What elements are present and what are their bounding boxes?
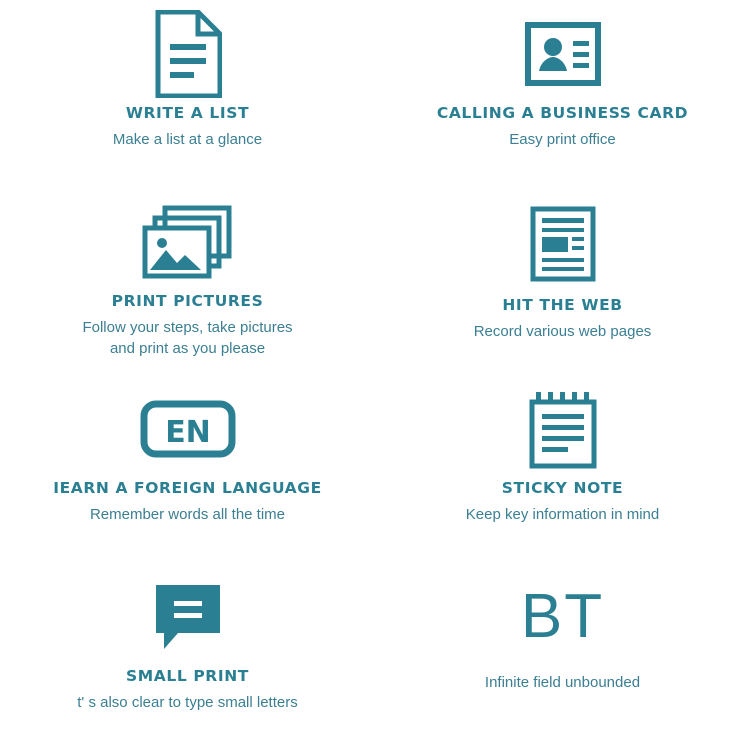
feature-card-learn-a-foreign-language xyxy=(0,375,375,563)
business-card-icon xyxy=(525,6,601,102)
feature-desc xyxy=(485,672,640,693)
photo-stack-icon xyxy=(141,194,235,290)
feature-card-sticky-note xyxy=(375,375,750,563)
feature-card-bt xyxy=(375,563,750,750)
feature-desc-line1: Remember words all the time xyxy=(89,506,286,523)
svg-text:EN: EN xyxy=(164,415,211,450)
feature-desc-line1: Record various web pages xyxy=(473,322,652,340)
feature-title: HIT THE WEB xyxy=(502,295,623,314)
feature-card-print-pictures xyxy=(0,188,375,376)
feature-desc-line1: Easy print office xyxy=(509,131,616,148)
feature-title: PRINT PICTURES xyxy=(111,291,264,310)
feature-desc xyxy=(82,317,292,359)
feature-title: CALLING A BUSINESS CARD xyxy=(436,104,689,122)
feature-desc-line1: Make a list at a glance xyxy=(112,131,263,148)
en-language-icon xyxy=(140,381,236,477)
feature-desc xyxy=(77,692,297,713)
web-page-icon xyxy=(530,194,596,294)
feature-desc xyxy=(113,129,262,150)
feature-desc-line1: t' s also clear to type small letters xyxy=(77,693,298,711)
feature-desc-line1: Infinite field unbounded xyxy=(484,673,641,691)
feature-desc xyxy=(474,321,652,342)
feature-title: SMALL PRINT xyxy=(126,666,249,685)
feature-title: IEARN A FOREIGN LANGUAGE xyxy=(53,479,322,497)
feature-card-calling-a-business-card xyxy=(375,0,750,188)
feature-card-write-a-list xyxy=(0,0,375,188)
speech-bubble-icon xyxy=(152,569,224,665)
document-list-icon xyxy=(154,6,222,102)
feature-desc-line2: and print as you please xyxy=(109,339,266,357)
bt-label: BT xyxy=(520,581,605,651)
sticky-note-icon xyxy=(528,381,598,477)
feature-desc-line1: Follow your steps, take pictures xyxy=(82,318,293,336)
feature-card-hit-the-web xyxy=(375,188,750,376)
bt-text-icon xyxy=(521,569,604,665)
feature-title: STICKY NOTE xyxy=(501,479,624,497)
feature-desc xyxy=(509,129,615,150)
feature-desc-line1: Keep key information in mind xyxy=(465,506,660,523)
feature-desc xyxy=(90,504,285,525)
feature-card-small-print xyxy=(0,563,375,750)
feature-title: WRITE A LIST xyxy=(125,104,250,122)
feature-desc xyxy=(466,504,659,525)
